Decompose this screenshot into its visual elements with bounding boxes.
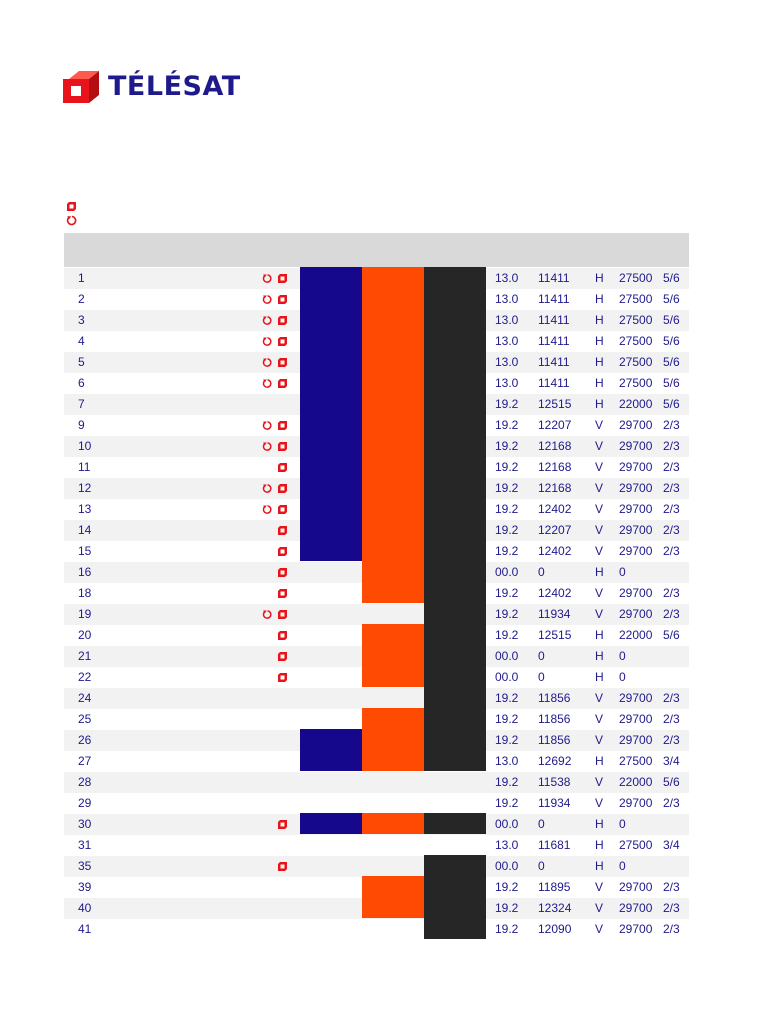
reload-icon	[262, 504, 273, 515]
frequency: 0	[538, 859, 545, 873]
symbol-rate: 27500	[619, 271, 653, 285]
channel-icons	[260, 814, 296, 835]
fec-rate: 2/3	[663, 502, 680, 516]
channel-icons	[260, 835, 296, 856]
fec-rate: 2/3	[663, 880, 680, 894]
frequency: 12168	[538, 481, 572, 495]
square-icon	[277, 630, 288, 641]
channel-icons	[260, 478, 296, 499]
symbol-rate: 29700	[619, 481, 653, 495]
satellite-position: 13.0	[495, 838, 519, 852]
table-header	[64, 233, 689, 267]
satellite-position: 19.2	[495, 460, 519, 474]
square-icon	[277, 861, 288, 872]
symbol-rate: 29700	[619, 418, 653, 432]
legend-square	[66, 199, 78, 213]
frequency: 12515	[538, 397, 572, 411]
satellite-position: 19.2	[495, 607, 519, 621]
channel-icons	[260, 499, 296, 520]
channel-number: 24	[78, 691, 92, 705]
channel-icons	[260, 856, 296, 877]
channel-number: 29	[78, 796, 92, 810]
satellite-position: 19.2	[495, 397, 519, 411]
satellite-position: 00.0	[495, 649, 519, 663]
frequency: 12207	[538, 418, 572, 432]
polarization: V	[595, 544, 604, 558]
bar-black-segment	[424, 267, 486, 771]
fec-rate: 5/6	[663, 271, 680, 285]
bar-orange-segment	[362, 876, 424, 918]
frequency: 0	[538, 670, 545, 684]
channel-number: 4	[78, 334, 85, 348]
satellite-position: 19.2	[495, 586, 519, 600]
symbol-rate: 29700	[619, 901, 653, 915]
polarization: H	[595, 355, 604, 369]
satellite-position: 00.0	[495, 859, 519, 873]
fec-rate: 5/6	[663, 355, 680, 369]
channel-icons	[260, 436, 296, 457]
square-icon	[277, 420, 288, 431]
bar-orange-segment	[362, 708, 424, 771]
polarization: V	[595, 502, 604, 516]
symbol-rate: 29700	[619, 502, 653, 516]
satellite-position: 19.2	[495, 418, 519, 432]
channel-icons	[260, 709, 296, 730]
fec-rate: 3/4	[663, 754, 680, 768]
channel-number: 21	[78, 649, 92, 663]
channel-icons	[260, 415, 296, 436]
channel-icons	[260, 541, 296, 562]
legend-reload	[66, 213, 78, 227]
channel-icons	[260, 877, 296, 898]
reload-icon	[262, 273, 273, 284]
polarization: H	[595, 376, 604, 390]
channel-number: 16	[78, 565, 92, 579]
square-icon	[277, 315, 288, 326]
fec-rate: 2/3	[663, 691, 680, 705]
satellite-position: 13.0	[495, 376, 519, 390]
telesat-logo-icon	[63, 69, 99, 105]
satellite-position: 19.2	[495, 796, 519, 810]
frequency: 12402	[538, 544, 572, 558]
satellite-position: 19.2	[495, 439, 519, 453]
square-icon	[277, 567, 288, 578]
symbol-rate: 29700	[619, 439, 653, 453]
frequency: 11895	[538, 880, 571, 894]
channel-number: 35	[78, 859, 92, 873]
frequency: 12692	[538, 754, 572, 768]
satellite-position: 19.2	[495, 733, 519, 747]
symbol-rate: 27500	[619, 376, 653, 390]
symbol-rate: 22000	[619, 775, 653, 789]
fec-rate: 5/6	[663, 775, 680, 789]
polarization: H	[595, 838, 604, 852]
square-icon	[277, 441, 288, 452]
reload-icon	[262, 609, 273, 620]
fec-rate: 2/3	[663, 523, 680, 537]
polarization: V	[595, 712, 604, 726]
square-icon	[277, 294, 288, 305]
fec-rate: 2/3	[663, 460, 680, 474]
channel-number: 1	[78, 271, 85, 285]
fec-rate: 2/3	[663, 733, 680, 747]
reload-icon	[262, 336, 273, 347]
channel-icons	[260, 898, 296, 919]
reload-icon	[262, 315, 273, 326]
channel-number: 40	[78, 901, 92, 915]
reload-icon	[66, 215, 78, 226]
frequency: 12402	[538, 586, 572, 600]
signal-bars	[300, 267, 486, 939]
reload-icon	[262, 294, 273, 305]
frequency: 11856	[538, 733, 571, 747]
square-icon	[277, 378, 288, 389]
reload-icon	[262, 420, 273, 431]
polarization: V	[595, 922, 604, 936]
polarization: H	[595, 565, 604, 579]
frequency: 12090	[538, 922, 572, 936]
bar-orange-segment	[362, 267, 424, 603]
frequency: 12402	[538, 502, 572, 516]
polarization: H	[595, 670, 604, 684]
channel-icons	[260, 583, 296, 604]
symbol-rate: 29700	[619, 691, 653, 705]
symbol-rate: 29700	[619, 523, 653, 537]
polarization: V	[595, 733, 604, 747]
channel-number: 25	[78, 712, 92, 726]
symbol-rate: 0	[619, 565, 626, 579]
channel-icons	[260, 625, 296, 646]
polarization: V	[595, 691, 604, 705]
polarization: H	[595, 817, 604, 831]
satellite-position: 19.2	[495, 691, 519, 705]
reload-icon	[262, 483, 273, 494]
reload-icon	[262, 441, 273, 452]
channel-number: 19	[78, 607, 92, 621]
channel-icons	[260, 688, 296, 709]
channel-icons	[260, 331, 296, 352]
satellite-position: 19.2	[495, 880, 519, 894]
channel-number: 12	[78, 481, 92, 495]
square-icon	[277, 504, 288, 515]
fec-rate: 5/6	[663, 376, 680, 390]
fec-rate: 2/3	[663, 901, 680, 915]
polarization: H	[595, 334, 604, 348]
fec-rate: 5/6	[663, 334, 680, 348]
frequency: 11934	[538, 796, 571, 810]
square-icon	[277, 651, 288, 662]
polarization: V	[595, 481, 604, 495]
fec-rate: 5/6	[663, 292, 680, 306]
satellite-position: 13.0	[495, 271, 519, 285]
symbol-rate: 22000	[619, 397, 653, 411]
channel-number: 10	[78, 439, 92, 453]
satellite-position: 19.2	[495, 481, 519, 495]
symbol-rate: 29700	[619, 586, 653, 600]
bar-orange-segment	[362, 813, 424, 834]
fec-rate: 2/3	[663, 922, 680, 936]
symbol-rate: 0	[619, 670, 626, 684]
frequency: 12515	[538, 628, 572, 642]
satellite-position: 19.2	[495, 544, 519, 558]
channel-number: 27	[78, 754, 92, 768]
channel-number: 9	[78, 418, 85, 432]
frequency: 0	[538, 649, 545, 663]
fec-rate: 2/3	[663, 439, 680, 453]
symbol-rate: 27500	[619, 838, 653, 852]
satellite-position: 19.2	[495, 712, 519, 726]
fec-rate: 5/6	[663, 397, 680, 411]
symbol-rate: 27500	[619, 313, 653, 327]
channel-icons	[260, 289, 296, 310]
channel-icons	[260, 562, 296, 583]
channel-icons	[260, 772, 296, 793]
square-icon	[277, 588, 288, 599]
symbol-rate: 27500	[619, 292, 653, 306]
satellite-position: 13.0	[495, 313, 519, 327]
frequency: 11856	[538, 712, 571, 726]
fec-rate: 5/6	[663, 628, 680, 642]
polarization: V	[595, 439, 604, 453]
symbol-rate: 22000	[619, 628, 653, 642]
symbol-rate: 29700	[619, 544, 653, 558]
polarization: V	[595, 607, 604, 621]
legend	[66, 199, 78, 227]
square-icon	[277, 336, 288, 347]
frequency: 0	[538, 817, 545, 831]
symbol-rate: 0	[619, 859, 626, 873]
bar-blue-segment	[300, 813, 362, 834]
frequency: 11411	[538, 376, 570, 390]
bar-black-segment	[424, 855, 486, 939]
channel-number: 18	[78, 586, 92, 600]
channel-number: 26	[78, 733, 92, 747]
satellite-position: 19.2	[495, 502, 519, 516]
satellite-position: 19.2	[495, 922, 519, 936]
satellite-position: 13.0	[495, 292, 519, 306]
frequency: 12168	[538, 460, 572, 474]
square-icon	[66, 201, 77, 212]
polarization: H	[595, 859, 604, 873]
frequency: 11934	[538, 607, 571, 621]
channel-number: 11	[78, 460, 91, 474]
satellite-position: 13.0	[495, 754, 519, 768]
channel-number: 22	[78, 670, 92, 684]
brand-name: TÉLÉSAT	[108, 71, 241, 102]
satellite-position: 19.2	[495, 775, 519, 789]
channel-icons	[260, 751, 296, 772]
symbol-rate: 27500	[619, 334, 653, 348]
satellite-position: 00.0	[495, 565, 519, 579]
channel-number: 20	[78, 628, 92, 642]
polarization: H	[595, 271, 604, 285]
polarization: H	[595, 397, 604, 411]
polarization: V	[595, 901, 604, 915]
brand-logo	[63, 68, 241, 106]
channel-icons	[260, 394, 296, 415]
symbol-rate: 29700	[619, 712, 653, 726]
symbol-rate: 29700	[619, 460, 653, 474]
symbol-rate: 29700	[619, 607, 653, 621]
reload-icon	[262, 357, 273, 368]
fec-rate: 5/6	[663, 313, 680, 327]
symbol-rate: 29700	[619, 733, 653, 747]
channel-number: 28	[78, 775, 92, 789]
frequency: 11856	[538, 691, 571, 705]
polarization: V	[595, 775, 604, 789]
frequency: 12324	[538, 901, 572, 915]
symbol-rate: 29700	[619, 922, 653, 936]
frequency: 11411	[538, 334, 570, 348]
polarization: V	[595, 796, 604, 810]
fec-rate: 2/3	[663, 607, 680, 621]
satellite-position: 19.2	[495, 901, 519, 915]
channel-icons	[260, 730, 296, 751]
polarization: H	[595, 292, 604, 306]
bar-black-segment	[424, 813, 486, 834]
square-icon	[277, 546, 288, 557]
frequency: 11411	[538, 355, 570, 369]
frequency: 11411	[538, 271, 570, 285]
channel-icons	[260, 520, 296, 541]
satellite-position: 00.0	[495, 817, 519, 831]
square-icon	[277, 273, 288, 284]
polarization: H	[595, 754, 604, 768]
symbol-rate: 27500	[619, 754, 653, 768]
channel-number: 7	[78, 397, 85, 411]
square-icon	[277, 357, 288, 368]
bar-blue-segment	[300, 267, 362, 561]
channel-number: 31	[78, 838, 92, 852]
square-icon	[277, 609, 288, 620]
symbol-rate: 27500	[619, 355, 653, 369]
channel-number: 41	[78, 922, 92, 936]
polarization: V	[595, 418, 604, 432]
square-icon	[277, 483, 288, 494]
fec-rate: 2/3	[663, 481, 680, 495]
square-icon	[277, 462, 288, 473]
channel-icons	[260, 793, 296, 814]
square-icon	[277, 672, 288, 683]
frequency: 0	[538, 565, 545, 579]
channel-icons	[260, 268, 296, 289]
channel-number: 5	[78, 355, 85, 369]
polarization: H	[595, 649, 604, 663]
fec-rate: 2/3	[663, 418, 680, 432]
channel-icons	[260, 667, 296, 688]
satellite-position: 19.2	[495, 628, 519, 642]
channel-number: 13	[78, 502, 92, 516]
channel-icons	[260, 373, 296, 394]
fec-rate: 2/3	[663, 586, 680, 600]
frequency: 11681	[538, 838, 571, 852]
channel-number: 39	[78, 880, 92, 894]
channel-icons	[260, 919, 296, 940]
frequency: 12207	[538, 523, 572, 537]
channel-number: 30	[78, 817, 92, 831]
channel-number: 3	[78, 313, 85, 327]
channel-icons	[260, 604, 296, 625]
bar-blue-segment	[300, 729, 362, 771]
channel-number: 14	[78, 523, 92, 537]
satellite-position: 13.0	[495, 355, 519, 369]
symbol-rate: 0	[619, 649, 626, 663]
square-icon	[277, 525, 288, 536]
polarization: V	[595, 880, 604, 894]
channel-icons	[260, 646, 296, 667]
polarization: V	[595, 523, 604, 537]
channel-icons	[260, 457, 296, 478]
satellite-position: 00.0	[495, 670, 519, 684]
channel-number: 2	[78, 292, 85, 306]
channel-icons	[260, 310, 296, 331]
reload-icon	[262, 378, 273, 389]
channel-icons	[260, 352, 296, 373]
channel-number: 15	[78, 544, 92, 558]
symbol-rate: 0	[619, 817, 626, 831]
polarization: H	[595, 313, 604, 327]
bar-orange-segment	[362, 624, 424, 687]
satellite-position: 13.0	[495, 334, 519, 348]
symbol-rate: 29700	[619, 880, 653, 894]
frequency: 11538	[538, 775, 571, 789]
polarization: H	[595, 628, 604, 642]
channel-number: 6	[78, 376, 85, 390]
fec-rate: 3/4	[663, 838, 680, 852]
frequency: 11411	[538, 313, 570, 327]
frequency: 12168	[538, 439, 572, 453]
polarization: V	[595, 586, 604, 600]
fec-rate: 2/3	[663, 712, 680, 726]
fec-rate: 2/3	[663, 796, 680, 810]
fec-rate: 2/3	[663, 544, 680, 558]
satellite-position: 19.2	[495, 523, 519, 537]
symbol-rate: 29700	[619, 796, 653, 810]
frequency: 11411	[538, 292, 570, 306]
square-icon	[277, 819, 288, 830]
polarization: V	[595, 460, 604, 474]
